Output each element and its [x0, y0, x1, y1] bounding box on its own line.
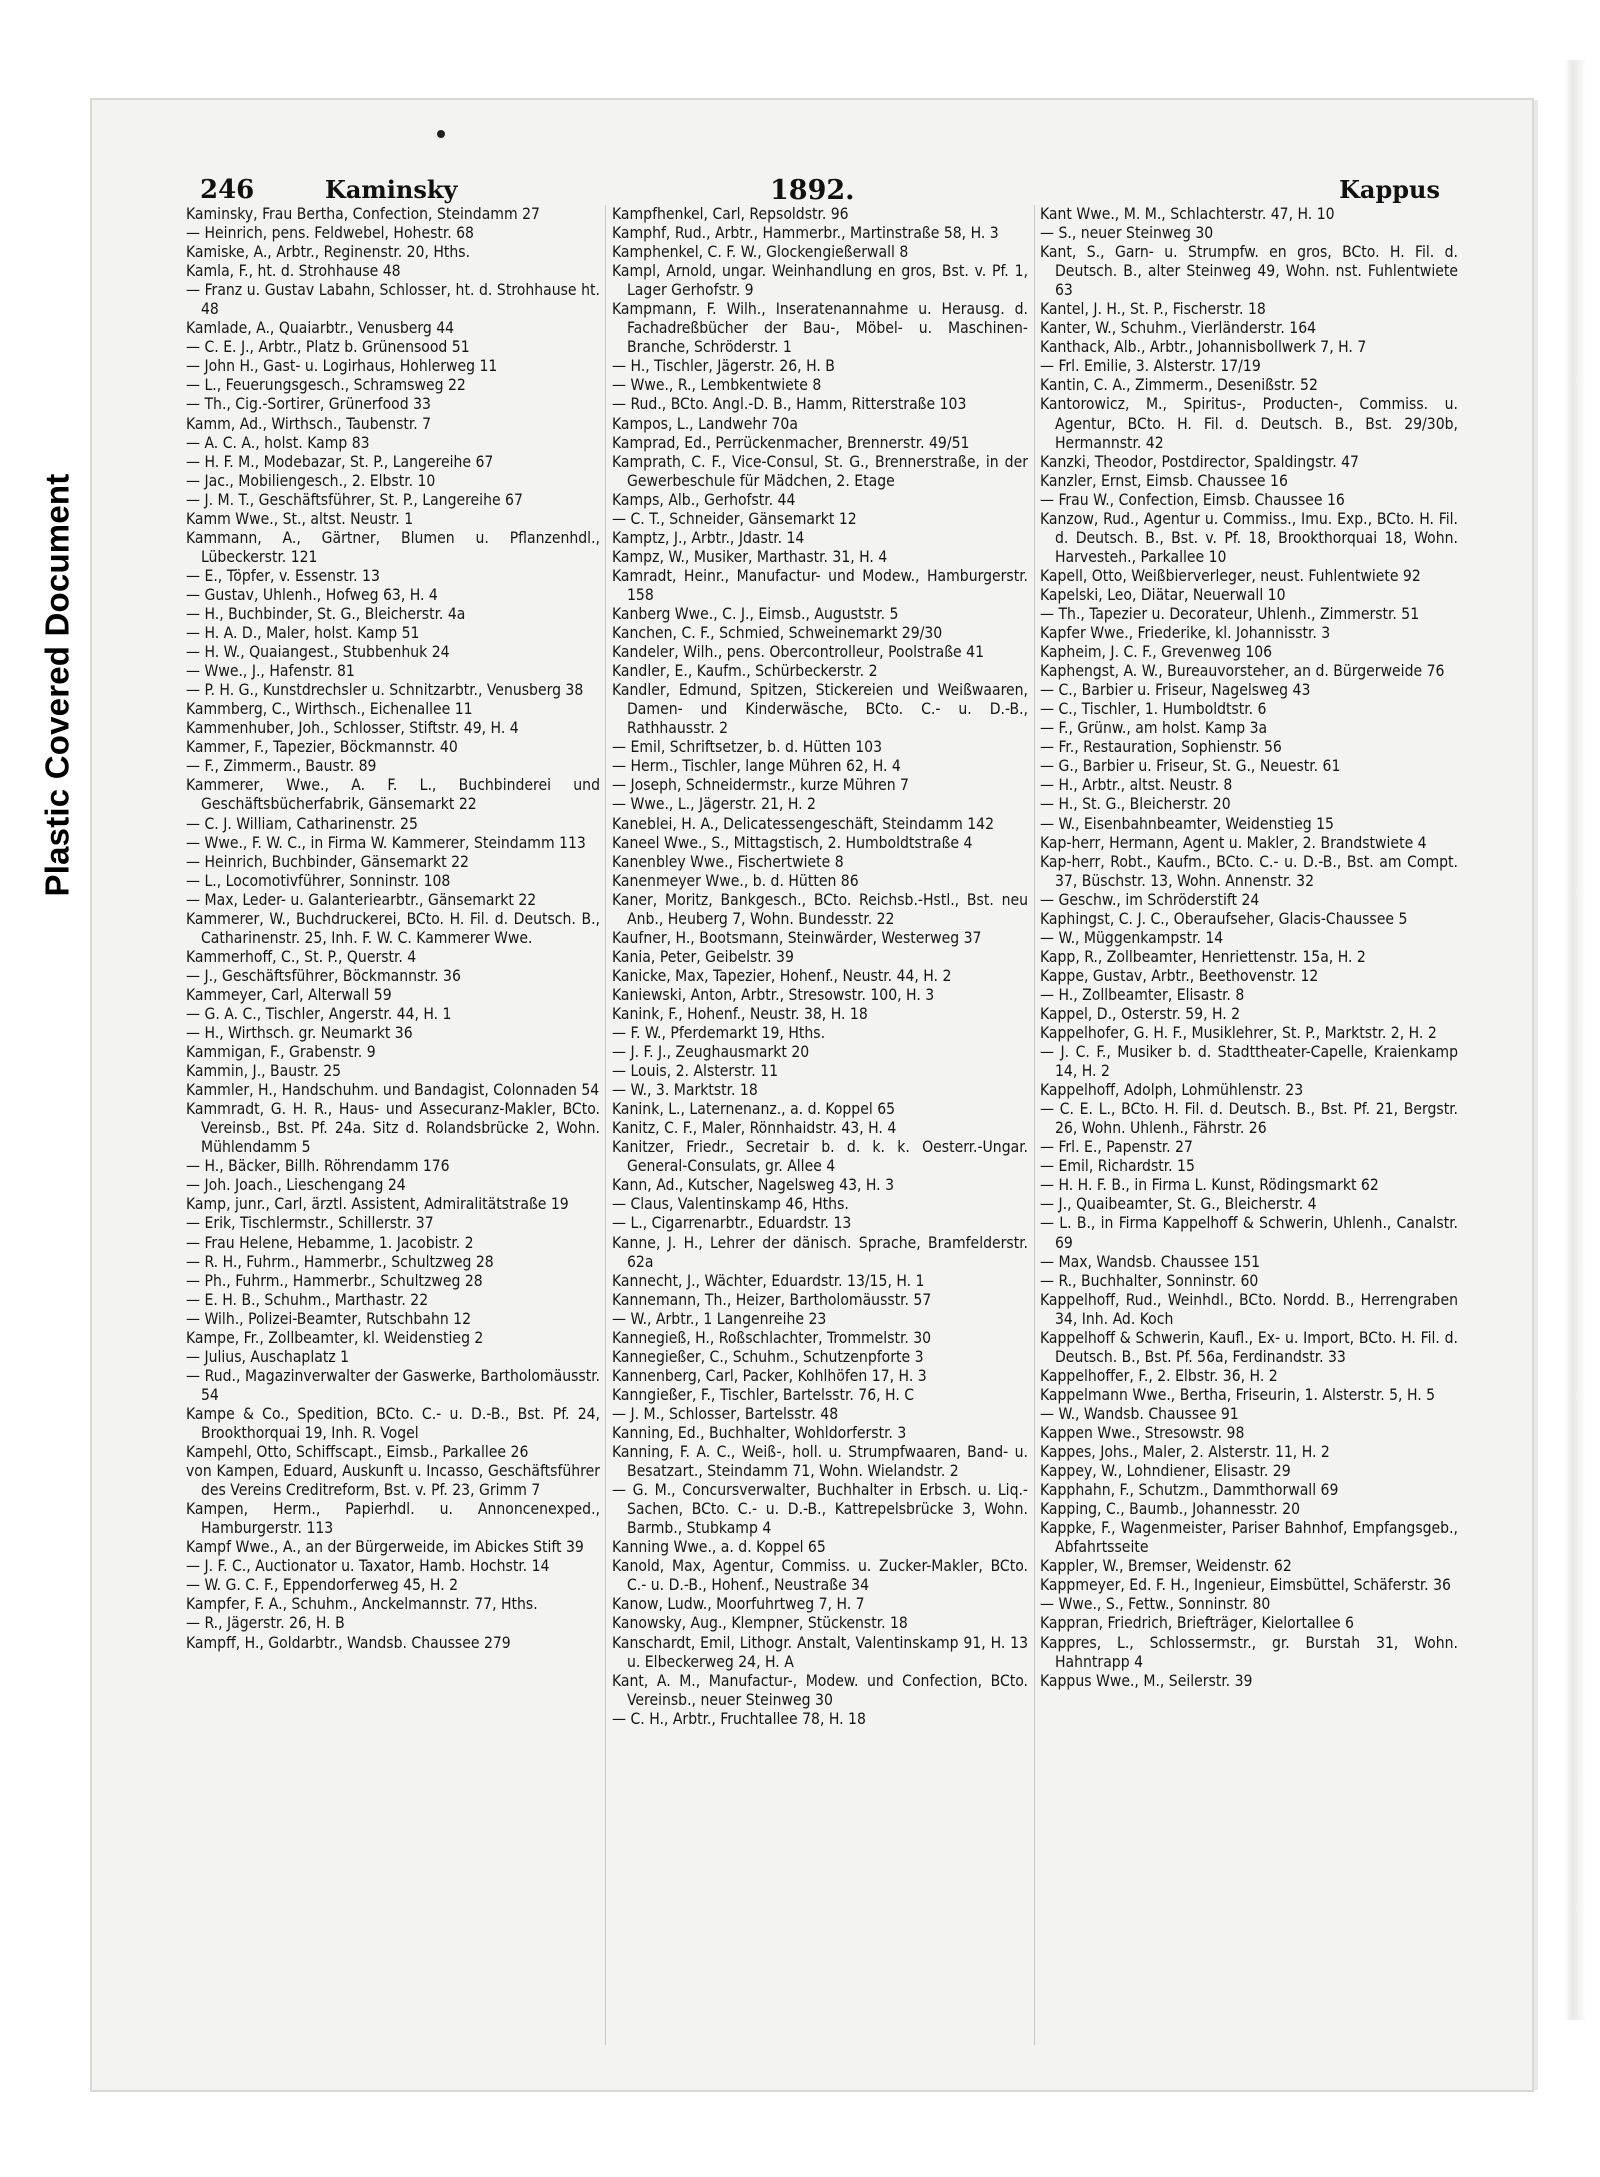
directory-entry: — Wilh., Polizei-Beamter, Rutschbahn 12 — [186, 1309, 472, 1328]
directory-entry: — Joseph, Schneidermstr., kurze Mühren 7 — [612, 776, 909, 795]
directory-entry: — Th., Tapezier u. Decorateur, Uhlenh., Zimmerstr. 51 — [1040, 604, 1420, 623]
directory-entry: — Emil, Schriftsetzer, b. d. Hütten 103 — [612, 738, 882, 757]
directory-entry: Kammberg, C., Wirthsch., Eichenallee 11 — [186, 700, 473, 719]
directory-entry: Kammerer, Wwe., A. F. L., Buchbinderei und Geschäftsbücherfabrik, Gänsemarkt 22 — [186, 776, 600, 814]
directory-entry: — W., Wandsb. Chaussee 91 — [1040, 1404, 1239, 1423]
directory-entry: Kappelhoff & Schwerin, Kaufl., Ex- u. Import, BCto. H. Fil. d. Deutsch. B., Bst. Pf. 56a, Ferdinandstr. 33 — [1040, 1328, 1458, 1366]
directory-entry: Kamm, Ad., Wirthsch., Taubenstr. 7 — [186, 414, 432, 433]
directory-entry: — F. W., Pferdemarkt 19, Hths. — [612, 1024, 826, 1043]
directory-entry: Kaneel Wwe., S., Mittagstisch, 2. Humboldtstraße 4 — [612, 833, 973, 852]
directory-entry: — Erik, Tischlermstr., Schillerstr. 37 — [186, 1214, 434, 1233]
directory-entry: Kanzler, Ernst, Eimsb. Chaussee 16 — [1040, 471, 1288, 490]
directory-entry: Kanning Wwe., a. d. Koppel 65 — [612, 1538, 826, 1557]
directory-entry: Kapell, Otto, Weißbierverleger, neust. Fuhlentwiete 92 — [1040, 566, 1421, 585]
directory-entry: — H., Zollbeamter, Elisastr. 8 — [1040, 985, 1245, 1004]
column-2 — [612, 205, 1028, 2065]
directory-entry: Kantel, J. H., St. P., Fischerstr. 18 — [1040, 300, 1266, 319]
directory-entry: — H. H. F. B., in Firma L. Kunst, Rödingsmarkt 62 — [1040, 1176, 1379, 1195]
directory-entry: — H. W., Quaiangest., Stubbenhuk 24 — [186, 643, 450, 662]
directory-entry: — C. T., Schneider, Gänsemarkt 12 — [612, 509, 857, 528]
directory-entry: Kanzow, Rud., Agentur u. Commiss., Imu. Exp., BCto. H. Fil. d. Deutsch. B., Bst. v. Pf. 18, Brookthorquai 18, Wohn. Harvesteh., Parkallee 10 — [1040, 509, 1458, 566]
directory-entry: — F., Grünw., am holst. Kamp 3a — [1040, 719, 1268, 738]
directory-entry: Kampz, W., Musiker, Marthastr. 31, H. 4 — [612, 547, 888, 566]
directory-entry: — J., Geschäftsführer, Böckmannstr. 36 — [186, 966, 461, 985]
directory-entry: Kaufner, H., Bootsmann, Steinwärder, Westerweg 37 — [612, 928, 982, 947]
directory-entry: Kampmann, F. Wilh., Inseratenannahme u. Herausg. d. Fachadreßbücher der Bau-, Möbel- u. Maschinen-Branche, Schröderstr. 1 — [612, 300, 1028, 357]
directory-entry: Kant Wwe., M. M., Schlachterstr. 47, H. 10 — [1040, 205, 1335, 223]
directory-entry: Kampehl, Otto, Schiffscapt., Eimsb., Parkallee 26 — [186, 1443, 529, 1462]
directory-entry: Kania, Peter, Geibelstr. 39 — [612, 947, 794, 966]
directory-entry: Kanink, L., Laternenanz., a. d. Koppel 65 — [612, 1100, 896, 1119]
directory-entry: Kannegießer, C., Schuhm., Schutzenpforte 3 — [612, 1347, 924, 1366]
year: 1892. — [770, 175, 855, 206]
right-catchword: Kappus — [1339, 175, 1440, 204]
directory-entry: Kanning, F. A. C., Weiß-, holl. u. Strumpfwaaren, Band- u. Besatzart., Steindamm 71, Wohn. Wielandstr. 2 — [612, 1443, 1028, 1481]
directory-entry: — Joh. Joach., Lieschengang 24 — [186, 1176, 406, 1195]
directory-entry: — L., Cigarrenarbtr., Eduardstr. 13 — [612, 1214, 852, 1233]
directory-entry: Kannegieß, H., Roßschlachter, Trommelstr. 30 — [612, 1328, 932, 1347]
directory-entry: — Gustav, Uhlenh., Hofweg 63, H. 4 — [186, 585, 438, 604]
directory-entry: Kampen, Herm., Papierhdl. u. Annoncenexped., Hamburgerstr. 113 — [186, 1500, 600, 1538]
directory-entry: — H., Tischler, Jägerstr. 26, H. B — [612, 357, 835, 376]
directory-entry: — Wwe., F. W. C., in Firma W. Kammerer, Steindamm 113 — [186, 833, 586, 852]
directory-entry: — J. F. C., Auctionator u. Taxator, Hamb. Hochstr. 14 — [186, 1557, 550, 1576]
directory-entry: Kaniewski, Anton, Arbtr., Stresowstr. 100, H. 3 — [612, 985, 935, 1004]
directory-entry: Kampff, H., Goldarbtr., Wandsb. Chaussee 279 — [186, 1633, 511, 1652]
directory-entry: Kanzki, Theodor, Postdirector, Spaldingstr. 47 — [1040, 452, 1359, 471]
directory-entry: — R., Buchhalter, Sonninstr. 60 — [1040, 1271, 1259, 1290]
directory-entry: Kapelski, Leo, Diätar, Neuerwall 10 — [1040, 585, 1286, 604]
directory-entry: — W., 3. Marktstr. 18 — [612, 1081, 758, 1100]
side-label: Plastic Covered Document — [38, 473, 75, 897]
directory-entry: Kantin, C. A., Zimmerm., Desenißstr. 52 — [1040, 376, 1318, 395]
directory-entry: — Frau Helene, Hebamme, 1. Jacobistr. 2 — [186, 1233, 474, 1252]
directory-entry: — Heinrich, Buchbinder, Gänsemarkt 22 — [186, 852, 469, 871]
directory-entry: — P. H. G., Kunstdrechsler u. Schnitzarbtr., Venusberg 38 — [186, 681, 584, 700]
directory-entry: Kaphengst, A. W., Bureauvorsteher, an d. Bürgerweide 76 — [1040, 662, 1445, 681]
directory-entry: — C. J. William, Catharinenstr. 25 — [186, 814, 418, 833]
directory-entry: Kampe, Fr., Zollbeamter, kl. Weidenstieg 2 — [186, 1328, 484, 1347]
directory-entry: — L., Feuerungsgesch., Schramsweg 22 — [186, 376, 466, 395]
directory-entry: — L. B., in Firma Kappelhoff & Schwerin, Uhlenh., Canalstr. 69 — [1040, 1214, 1458, 1252]
directory-entry: Kap-herr, Hermann, Agent u. Makler, 2. Brandstwiete 4 — [1040, 833, 1427, 852]
directory-entry: — Fr., Restauration, Sophienstr. 56 — [1040, 738, 1282, 757]
directory-entry: Kammin, J., Baustr. 25 — [186, 1062, 342, 1081]
directory-entry: Kammler, H., Handschuhm. und Bandagist, Colonnaden 54 — [186, 1081, 600, 1100]
directory-entry: — Geschw., im Schröderstift 24 — [1040, 890, 1260, 909]
directory-entry: Kanow, Ludw., Moorfuhrtweg 7, H. 7 — [612, 1595, 865, 1614]
directory-entry: Kamps, Alb., Gerhofstr. 44 — [612, 490, 796, 509]
directory-entry: — Frl. Emilie, 3. Alsterstr. 17/19 — [1040, 357, 1261, 376]
directory-entry: Kanschardt, Emil, Lithogr. Anstalt, Valentinskamp 91, H. 13 u. Elbeckerweg 24, H. A — [612, 1633, 1028, 1671]
directory-entry: Kandler, Edmund, Spitzen, Stickereien und Weißwaaren, Damen- und Kinderwäsche, BCto. C.- u. D.-B., Rathhausstr. 2 — [612, 681, 1028, 738]
directory-entry: Kammerer, W., Buchdruckerei, BCto. H. Fil. d. Deutsch. B., Catharinenstr. 25, Inh. F. W. C. Kammerer Wwe. — [186, 909, 600, 947]
directory-entry: — H., Wirthsch. gr. Neumarkt 36 — [186, 1024, 413, 1043]
directory-entry: Kammigan, F., Grabenstr. 9 — [186, 1043, 376, 1062]
page-number: 246 — [200, 175, 255, 205]
directory-entry: — Frau W., Confection, Eimsb. Chaussee 16 — [1040, 490, 1345, 509]
directory-entry: — C., Barbier u. Friseur, Nagelsweg 43 — [1040, 681, 1311, 700]
left-catchword: Kaminsky — [325, 175, 458, 204]
directory-entry: Kampl, Arnold, ungar. Weinhandlung en gros, Bst. v. Pf. 1, Lager Gerhofstr. 9 — [612, 262, 1028, 300]
directory-entry: — J. M. T., Geschäftsführer, St. P., Langereihe 67 — [186, 490, 523, 509]
directory-entry: — E., Töpfer, v. Essenstr. 13 — [186, 566, 380, 585]
directory-entry: Kappes, Johs., Maler, 2. Alsterstr. 11, H. 2 — [1040, 1443, 1330, 1462]
directory-entry: Kappran, Friedrich, Briefträger, Kielortallee 6 — [1040, 1614, 1354, 1633]
directory-entry: Kappler, W., Bremser, Weidenstr. 62 — [1040, 1557, 1292, 1576]
directory-entry: Kaneblei, H. A., Delicatessengeschäft, Steindamm 142 — [612, 814, 995, 833]
directory-entry: — Max, Leder- u. Galanteriearbtr., Gänsemarkt 22 — [186, 890, 537, 909]
directory-entry: Kamprath, C. F., Vice-Consul, St. G., Brennerstraße, in der Gewerbeschule für Mädchen, 2. Etage — [612, 452, 1028, 490]
directory-entry: Kappel, D., Osterstr. 59, H. 2 — [1040, 1004, 1241, 1023]
directory-entry: — J., Quaibeamter, St. G., Bleicherstr. 4 — [1040, 1195, 1317, 1214]
directory-entry: — G. M., Concursverwalter, Buchhalter in Erbsch. u. Liq.-Sachen, BCto. C.- u. D.-B., Kattrepelsbrücke 3, Wohn. Barmb., Stubkamp 4 — [612, 1481, 1028, 1538]
directory-entry: Kammerhoff, C., St. P., Querstr. 4 — [186, 947, 417, 966]
directory-entry: — Heinrich, pens. Feldwebel, Hohestr. 68 — [186, 224, 474, 243]
directory-entry: Kamm Wwe., St., altst. Neustr. 1 — [186, 509, 414, 528]
directory-entry: Kant, A. M., Manufactur-, Modew. und Confection, BCto. Vereinsb., neuer Steinweg 30 — [612, 1671, 1028, 1709]
directory-entry: Kanngießer, F., Tischler, Bartelsstr. 76, H. C — [612, 1385, 915, 1404]
directory-entry: Kanning, Ed., Buchhalter, Wohldorferstr. 3 — [612, 1424, 907, 1442]
column-rule — [1034, 205, 1035, 2045]
directory-entry: Kappe, Gustav, Arbtr., Beethovenstr. 12 — [1040, 966, 1319, 985]
directory-entry: Kannemann, Th., Heizer, Bartholomäusstr. 57 — [612, 1290, 932, 1309]
directory-entry: — F., Zimmerm., Baustr. 89 — [186, 757, 377, 776]
directory-entry: Kammann, A., Gärtner, Blumen u. Pflanzenhdl., Lübeckerstr. 121 — [186, 528, 600, 566]
directory-entry: — J. F. J., Zeughausmarkt 20 — [612, 1043, 810, 1062]
directory-entry: Kappres, L., Schlossermstr., gr. Burstah 31, Wohn. Hahntrapp 4 — [1040, 1633, 1458, 1671]
directory-entry: Kappus Wwe., M., Seilerstr. 39 — [1040, 1671, 1253, 1690]
directory-entry: Kanink, F., Hohenf., Neustr. 38, H. 18 — [612, 1004, 868, 1023]
directory-entry: — W., Müggenkampstr. 14 — [1040, 928, 1224, 947]
directory-entry: Kamphenkel, C. F. W., Glockengießerwall 8 — [612, 243, 909, 262]
directory-entry: Kapheim, J. C. F., Grevenweg 106 — [1040, 643, 1273, 662]
directory-entry: Kampfer, F. A., Schuhm., Anckelmannstr. 77, Hths. — [186, 1595, 538, 1614]
directory-entry: Kamprad, Ed., Perrückenmacher, Brennerstr. 49/51 — [612, 433, 970, 452]
directory-entry: Kap-herr, Robt., Kaufm., BCto. C.- u. D.-B., Bst. am Compt. 37, Büschstr. 13, Wohn. Annenstr. 32 — [1040, 852, 1458, 890]
directory-entry: — Jac., Mobiliengesch., 2. Elbstr. 10 — [186, 471, 436, 490]
directory-entry: Kaner, Moritz, Bankgesch., BCto. Reichsb.-Hstl., Bst. neu Anb., Heuberg 7, Wohn. Bundesstr. 22 — [612, 890, 1028, 928]
directory-entry: Kann, Ad., Kutscher, Nagelsweg 43, H. 3 — [612, 1176, 895, 1195]
directory-entry: — Wwe., S., Fettw., Sonninstr. 80 — [1040, 1595, 1271, 1614]
directory-entry: Kaminsky, Frau Bertha, Confection, Steindamm 27 — [186, 205, 540, 223]
column-rule — [605, 205, 606, 2045]
directory-entry: Kanchen, C. F., Schmied, Schweinemarkt 29/30 — [612, 624, 943, 643]
directory-entry: — Rud., Magazinverwalter der Gaswerke, Bartholomäusstr. 54 — [186, 1366, 600, 1404]
directory-entry: Kammer, F., Tapezier, Böckmannstr. 40 — [186, 738, 458, 757]
directory-entry: Kampos, L., Landwehr 70a — [612, 414, 798, 433]
directory-entry: Kappelhofer, G. H. F., Musiklehrer, St. P., Marktstr. 2, H. 2 — [1040, 1024, 1437, 1043]
directory-entry: Kanberg Wwe., C. J., Eimsb., Auguststr. 5 — [612, 604, 899, 623]
directory-entry: Kamp, junr., Carl, ärztl. Assistent, Admiralitätstraße 19 — [186, 1195, 569, 1214]
directory-entry: — S., neuer Steinweg 30 — [1040, 224, 1214, 243]
directory-entry: — H. F. M., Modebazar, St. P., Langereihe 67 — [186, 452, 494, 471]
directory-entry: Kapping, C., Baumb., Johannesstr. 20 — [1040, 1500, 1300, 1519]
directory-entry: — Julius, Auschaplatz 1 — [186, 1347, 350, 1366]
directory-entry: Kapp, R., Zollbeamter, Henriettenstr. 15a, H. 2 — [1040, 947, 1366, 966]
directory-entry: — R., Jägerstr. 26, H. B — [186, 1614, 345, 1633]
directory-entry: — Emil, Richardstr. 15 — [1040, 1157, 1195, 1176]
directory-entry: Kammradt, G. H. R., Haus- und Assecuranz-Makler, BCto. Vereinsb., Bst. Pf. 24a. Sitz d. Rolandsbrücke 2, Wohn. Mühlendamm 5 — [186, 1100, 600, 1157]
directory-entry: — Th., Cig.-Sortirer, Grünerfood 33 — [186, 395, 431, 414]
directory-entry: — Rud., BCto. Angl.-D. B., Hamm, Ritterstraße 103 — [612, 395, 967, 414]
directory-entry: Kanowsky, Aug., Klempner, Stückenstr. 18 — [612, 1614, 908, 1633]
directory-entry: Kant, S., Garn- u. Strumpfw. en gros, BCto. H. Fil. d. Deutsch. B., alter Steinweg 49, Wohn. nst. Fuhlentwiete 63 — [1040, 243, 1458, 300]
directory-entry: — Louis, 2. Alsterstr. 11 — [612, 1062, 779, 1081]
directory-entry: Kamla, F., ht. d. Strohhause 48 — [186, 262, 401, 281]
directory-entry: Kanold, Max, Agentur, Commiss. u. Zucker-Makler, BCto. C.- u. D.-B., Hohenf., Neustraße 34 — [612, 1557, 1028, 1595]
directory-entry: — H. A. D., Maler, holst. Kamp 51 — [186, 624, 420, 643]
directory-entry: — Ph., Fuhrm., Hammerbr., Schultzweg 28 — [186, 1271, 483, 1290]
directory-entry: — L., Locomotivführer, Sonninstr. 108 — [186, 871, 451, 890]
directory-entry: — G., Barbier u. Friseur, St. G., Neuestr. 61 — [1040, 757, 1341, 776]
directory-entry: Kanitzer, Friedr., Secretair b. d. k. k. Oesterr.-Ungar. General-Consulats, gr. Allee 4 — [612, 1138, 1028, 1176]
directory-entry: Kandler, E., Kaufm., Schürbeckerstr. 2 — [612, 662, 878, 681]
directory-entry: Kanitz, C. F., Maler, Rönnhaidstr. 43, H. 4 — [612, 1119, 897, 1138]
directory-entry: — Wwe., L., Jägerstr. 21, H. 2 — [612, 795, 816, 814]
column-3 — [1040, 205, 1458, 2065]
directory-entry: — Wwe., J., Hafenstr. 81 — [186, 662, 355, 681]
directory-entry: Kampfhenkel, Carl, Repsoldstr. 96 — [612, 205, 849, 223]
directory-entry: — H., Bäcker, Billh. Röhrendamm 176 — [186, 1157, 450, 1176]
directory-entry: Kamphf, Rud., Arbtr., Hammerbr., Martinstraße 58, H. 3 — [612, 224, 999, 243]
directory-entry: Kapphahn, F., Schutzm., Dammthorwall 69 — [1040, 1481, 1339, 1500]
directory-entry: Kapfer Wwe., Friederike, kl. Johannisstr. 3 — [1040, 624, 1331, 643]
directory-entry: Kannecht, J., Wächter, Eduardstr. 13/15, H. 1 — [612, 1271, 925, 1290]
directory-entry: — C. E. L., BCto. H. Fil. d. Deutsch. B., Bst. Pf. 21, Bergstr. 26, Wohn. Uhlenh., Fährstr. 26 — [1040, 1100, 1458, 1138]
directory-entry: — A. C. A., holst. Kamp 83 — [186, 433, 370, 452]
directory-entry: Kantorowicz, M., Spiritus-, Producten-, Commiss. u. Agentur, BCto. H. Fil. d. Deutsch. B., Bst. 29/30b, Hermannstr. 42 — [1040, 395, 1458, 452]
directory-entry: Kannenberg, Carl, Packer, Kohlhöfen 17, H. 3 — [612, 1366, 927, 1385]
column-1 — [186, 205, 600, 2065]
directory-entry: Kaphingst, C. J. C., Oberaufseher, Glacis-Chaussee 5 — [1040, 909, 1408, 928]
directory-entry: — W., Eisenbahnbeamter, Weidenstieg 15 — [1040, 814, 1334, 833]
directory-entry: Kappelmann Wwe., Bertha, Friseurin, 1. Alsterstr. 5, H. 5 — [1040, 1385, 1436, 1404]
directory-entry: Kammenhuber, Joh., Schlosser, Stiftstr. 49, H. 4 — [186, 719, 519, 738]
directory-entry: — Claus, Valentinskamp 46, Hths. — [612, 1195, 849, 1214]
directory-entry: Kamlade, A., Quaiarbtr., Venusberg 44 — [186, 319, 455, 338]
directory-entry: — R. H., Fuhrm., Hammerbr., Schultzweg 28 — [186, 1252, 494, 1271]
directory-entry: Kampf Wwe., A., an der Bürgerweide, im Abickes Stift 39 — [186, 1538, 584, 1557]
directory-entry: — J. M., Schlosser, Bartelsstr. 48 — [612, 1404, 839, 1423]
directory-entry: Kanthack, Alb., Arbtr., Johannisbollwerk 7, H. 7 — [1040, 338, 1367, 357]
directory-entry: Kanne, J. H., Lehrer der dänisch. Sprache, Bramfelderstr. 62a — [612, 1233, 1028, 1271]
directory-entry: Kamradt, Heinr., Manufactur- und Modew., Hamburgerstr. 158 — [612, 566, 1028, 604]
directory-entry: Kampe & Co., Spedition, BCto. C.- u. D.-B., Bst. Pf. 24, Brookthorquai 19, Inh. R. Vogel — [186, 1404, 600, 1442]
directory-entry: — Herm., Tischler, lange Mühren 62, H. 4 — [612, 757, 901, 776]
directory-entry: — C. H., Arbtr., Fruchtallee 78, H. 18 — [612, 1709, 866, 1728]
directory-entry: Kappelhoff, Rud., Weinhdl., BCto. Nordd. B., Herrengraben 34, Inh. Ad. Koch — [1040, 1290, 1458, 1328]
directory-entry: Kanenmeyer Wwe., b. d. Hütten 86 — [612, 871, 859, 890]
directory-entry: — Frl. E., Papenstr. 27 — [1040, 1138, 1193, 1157]
directory-entry: Kanenbley Wwe., Fischertwiete 8 — [612, 852, 844, 871]
directory-entry: Kappke, F., Wagenmeister, Pariser Bahnhof, Empfangsgeb., Abfahrtsseite — [1040, 1519, 1458, 1557]
directory-entry: Kappelhoff, Adolph, Lohmühlenstr. 23 — [1040, 1081, 1304, 1100]
directory-entry: — Max, Wandsb. Chaussee 151 — [1040, 1252, 1261, 1271]
directory-entry: Kappen Wwe., Stresowstr. 98 — [1040, 1424, 1245, 1442]
page-edge — [1564, 60, 1586, 2020]
directory-entry: — C., Tischler, 1. Humboldtstr. 6 — [1040, 700, 1267, 719]
directory-entry: Kammeyer, Carl, Alterwall 59 — [186, 985, 392, 1004]
directory-entry: — H., St. G., Bleicherstr. 20 — [1040, 795, 1231, 814]
directory-entry: — G. A. C., Tischler, Angerstr. 44, H. 1 — [186, 1004, 452, 1023]
directory-entry: von Kampen, Eduard, Auskunft u. Incasso, Geschäftsführer des Vereins Creditreform, Bst. v. Pf. 23, Grimm 7 — [186, 1462, 600, 1500]
directory-entry: Kamiske, A., Arbtr., Reginenstr. 20, Hths. — [186, 243, 471, 262]
directory-entry: — J. C. F., Musiker b. d. Stadttheater-Capelle, Kraienkamp 14, H. 2 — [1040, 1043, 1458, 1081]
directory-entry: Kamptz, J., Arbtr., Jdastr. 14 — [612, 528, 805, 547]
directory-entry: Kanicke, Max, Tapezier, Hohenf., Neustr. 44, H. 2 — [612, 966, 952, 985]
directory-entry: Kandeler, Wilh., pens. Obercontrolleur, Poolstraße 41 — [612, 643, 984, 662]
directory-entry: Kappey, W., Lohndiener, Elisastr. 29 — [1040, 1462, 1291, 1481]
directory-entry: Kanter, W., Schuhm., Vierländerstr. 164 — [1040, 319, 1317, 338]
directory-entry: — John H., Gast- u. Logirhaus, Hohlerweg 11 — [186, 357, 498, 376]
directory-entry: — H., Arbtr., altst. Neustr. 8 — [1040, 776, 1233, 795]
directory-entry: — E. H. B., Schuhm., Marthastr. 22 — [186, 1290, 429, 1309]
directory-entry: — Wwe., R., Lembkentwiete 8 — [612, 376, 822, 395]
directory-entry: Kappelhoffer, F., 2. Elbstr. 36, H. 2 — [1040, 1366, 1278, 1385]
directory-entry: — Franz u. Gustav Labahn, Schlosser, ht. d. Strohhause ht. 48 — [186, 281, 600, 319]
directory-entry: — W., Arbtr., 1 Langenreihe 23 — [612, 1309, 827, 1328]
directory-entry: — H., Buchbinder, St. G., Bleicherstr. 4a — [186, 604, 466, 623]
directory-entry: Kappmeyer, Ed. F. H., Ingenieur, Eimsbüttel, Schäferstr. 36 — [1040, 1576, 1451, 1595]
directory-entry: — W. G. C. F., Eppendorferweg 45, H. 2 — [186, 1576, 459, 1595]
ink-dot — [437, 130, 445, 138]
directory-entry: — C. E. J., Arbtr., Platz b. Grünensood 51 — [186, 338, 470, 357]
